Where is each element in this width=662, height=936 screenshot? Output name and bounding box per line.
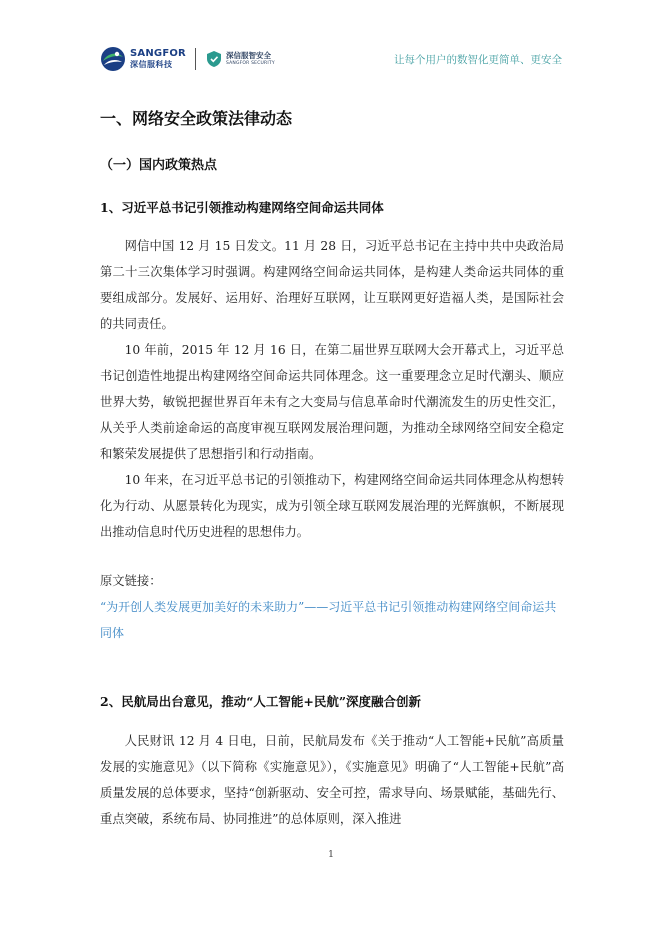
article-1-link-label: 原文链接： [100,574,162,588]
article-1-paragraph-3: 10 年来，在习近平总书记的引领推动下，构建网络空间命运共同体理念从构想转化为行动、从愿景转化为现实，成为引领全球互联网发展治理的光辉旗帜，不断展现出推动信息时代历史进程的思想伟力。 [100,473,564,539]
article-2-paragraph-1: 人民财讯 12 月 4 日电，日前，民航局发布《关于推动“人工智能+民航”高质量发展的实施意见》（以下简称《实施意见》），《实施意见》明确了“人工智能+民航”高质量发展的总体要求，坚持“创新驱动、安全可控，需求导向、场景赋能，基础先行、重点突破，系统布局、协同推进”的总体原则，深入推进 [100,734,564,826]
logo-primary-cn: 深信服科技 [130,60,173,69]
article-1-paragraph-2: 10 年前，2015 年 12 月 16 日，在第二届世界互联网大会开幕式上，习近平总书记创造性地提出构建网络空间命运共同体理念。这一重要理念立足时代潮头、顺应世界大势，敏锐把握世界百年未有之大变局与信息革命时代潮流发生的历史性交汇，从关乎人类前途命运的高度审视互联网发展治理问题，为推动全球网络空间安全稳定和繁荣发展提供了思想指引和行动指南。 [100,343,564,461]
sangfor-security-logo [205,50,275,68]
article-1-source-link[interactable]: “为开创人类发展更加美好的未来助力”——习近平总书记引领推动构建网络空间命运共同体 [100,600,557,640]
page-number: 1 [327,849,335,860]
shield-logo-icon [205,50,223,68]
subsection-title: （一）国内政策热点 [100,158,218,173]
logo-group [100,42,275,76]
article-1-paragraph-1: 网信中国 12 月 15 日发文。11 月 28 日，习近平总书记在主持中共中央政治局第二十三次集体学习时强调。构建网络空间命运共同体，是构建人类命运共同体的重要组成部分。发展好、运用好、治理好互联网，让互联网更好造福人类，是国际社会的共同责任。 [100,239,564,331]
logo-secondary-cn: 深信服智安全 [225,51,271,60]
logo-primary-en: SANGFOR [130,48,186,59]
header-slogan: 让每个用户的数智化更简单、更安全 [394,54,562,66]
page-header [0,0,662,80]
sangfor-logo-icon [100,46,126,72]
logo-secondary-en: SANGFOR SECURITY [225,60,275,66]
article-2-title: 2、民航局出台意见，推动“人工智能+民航”深度融合创新 [100,694,422,709]
section-title: 一、网络安全政策法律动态 [100,109,293,128]
logo-divider [195,48,196,70]
article-1-title: 1、习近平总书记引领推动构建网络空间命运共同体 [100,200,384,215]
sangfor-logo [100,46,186,72]
